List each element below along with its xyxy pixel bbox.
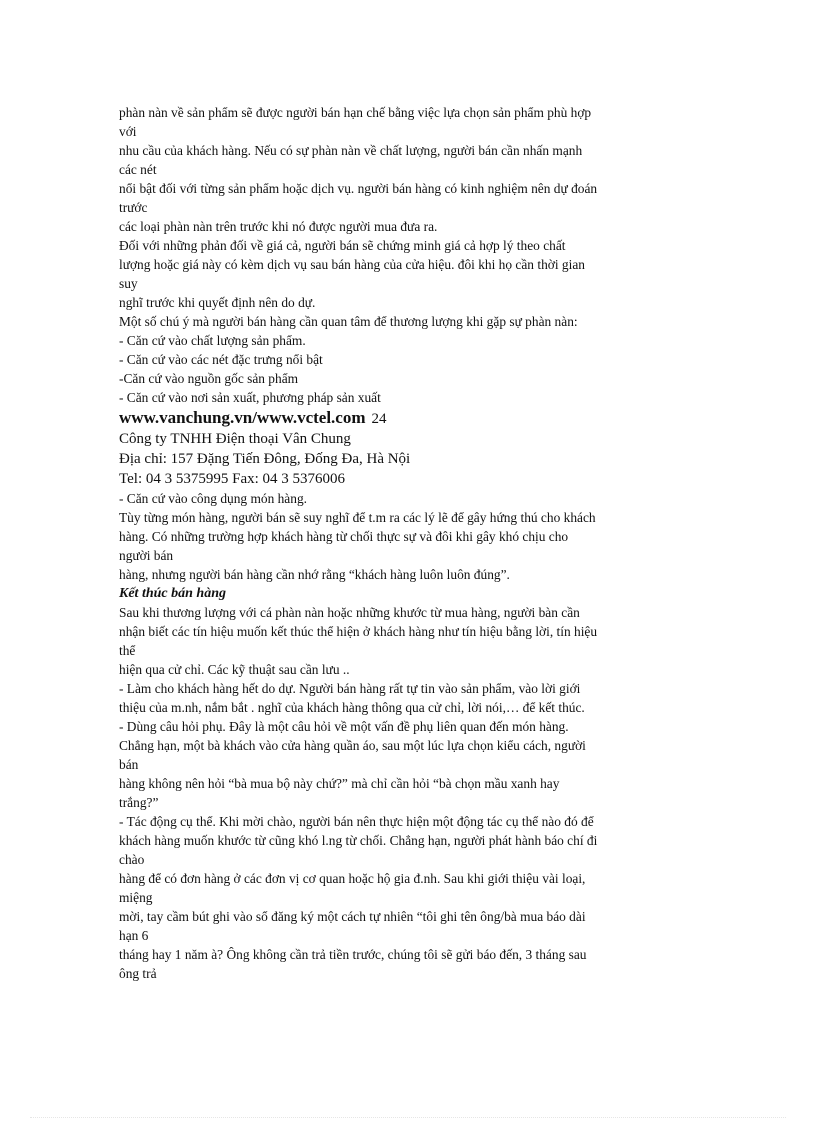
text-line: lượng hoặc giá này có kèm dịch vụ sau bán hàng của cửa hiệu. đôi khi họ cần thời gian: [119, 257, 585, 272]
text-line: ông trả: [119, 966, 157, 981]
text-line: Sau khi thương lượng với cá phàn nàn hoặc những khước từ mua hàng, người bàn cần: [119, 605, 580, 620]
text-line: nghĩ trước khi quyết định nên do dự.: [119, 295, 316, 310]
paragraph-complaints: [119, 103, 699, 407]
header-website-line: [119, 408, 699, 429]
text-line: hàng để có đơn hàng ở các đơn vị cơ quan hoặc hộ gia đ.nh. Sau khi giới thiệu vài loại,: [119, 871, 586, 886]
text-line: tháng hay 1 năm à? Ông không cần trả tiền trước, chúng tôi sẽ gửi báo đến, 3 tháng sau: [119, 947, 587, 962]
company-address: Địa chỉ: 157 Đặng Tiến Đông, Đống Đa, Hà Nội: [119, 451, 411, 467]
text-line: khách hàng muốn khước từ cũng khó l.ng từ chối. Chẳng hạn, người phát hành báo chí đi: [119, 833, 598, 848]
text-line: các loại phàn nàn trên trước khi nó được người mua đưa ra.: [119, 219, 438, 234]
text-line: trước: [119, 200, 148, 215]
text-line: trắng?”: [119, 795, 159, 810]
text-line: hàng. Có những trường hợp khách hàng từ chối thực sự và đôi khi gây khó chịu cho: [119, 529, 569, 544]
text-line: hiện qua cử chỉ. Các kỹ thuật sau cần lưu ..: [119, 662, 350, 677]
text-line: - Căn cứ vào nơi sản xuất, phương pháp sản xuất: [119, 390, 381, 405]
text-line: nhu cầu của khách hàng. Nếu có sự phàn nàn về chất lượng, người bán cần nhấn mạnh: [119, 143, 583, 158]
text-line: người bán: [119, 548, 174, 563]
text-line: thể: [119, 643, 136, 658]
text-line: hạn 6: [119, 928, 149, 943]
company-phone: Tel: 04 3 5375995 Fax: 04 3 5376006: [119, 471, 346, 487]
page-number: 24: [371, 411, 387, 427]
text-line: thiệu của m.nh, nắm bắt . nghĩ của khách hàng thông qua cử chỉ, lời nói,… để kết thúc.: [119, 700, 585, 715]
text-line: - Dùng câu hỏi phụ. Đây là một câu hỏi về một vấn đề phụ liên quan đến món hàng.: [119, 719, 569, 734]
company-name: Công ty TNHH Điện thoại Vân Chung: [119, 431, 351, 447]
text-line: -Căn cứ vào nguồn gốc sản phẩm: [119, 371, 299, 386]
paragraph-closing-sale: [119, 603, 699, 983]
text-line: phàn nàn về sản phẩm sẽ được người bán hạn chế bằng việc lựa chọn sản phẩm phù hợp: [119, 105, 592, 120]
text-line: - Căn cứ vào công dụng món hàng.: [119, 491, 307, 506]
text-line: nổi bật đối với từng sản phẩm hoặc dịch vụ. người bán hàng có kinh nghiệm nên dự đoán: [119, 181, 598, 196]
text-line: suy: [119, 276, 138, 291]
text-line: Đối với những phản đối về giá cả, người bán sẽ chứng minh giá cả hợp lý theo chất: [119, 238, 566, 253]
paragraph-usage: [119, 489, 699, 584]
text-line: Một số chú ý mà người bán hàng cần quan tâm để thương lượng khi gặp sự phàn nàn:: [119, 314, 578, 329]
text-line: - Căn cứ vào các nét đặc trưng nổi bật: [119, 352, 323, 367]
section-heading: Kết thúc bán hàng: [119, 586, 226, 601]
text-line: hàng, nhưng người bán hàng cần nhớ rằng “khách hàng luôn luôn đúng”.: [119, 567, 510, 582]
text-line: - Căn cứ vào chất lượng sản phẩm.: [119, 333, 306, 348]
text-line: chào: [119, 852, 145, 867]
text-line: - Tác động cụ thể. Khi mời chào, người bán nên thực hiện một động tác cụ thể nào đó để: [119, 814, 594, 829]
text-line: - Làm cho khách hàng hết do dự. Người bán hàng rất tự tin vào sản phẩm, vào lời giới: [119, 681, 581, 696]
text-line: các nét: [119, 162, 157, 177]
text-line: nhận biết các tín hiệu muốn kết thúc thể hiện ở khách hàng như tín hiệu bằng lời, tín hiệu: [119, 624, 598, 639]
text-line: bán: [119, 757, 139, 772]
text-line: Tùy từng món hàng, người bán sẽ suy nghĩ để t.m ra các lý lẽ để gây hứng thú cho khách: [119, 510, 596, 525]
text-line: mời, tay cầm bút ghi vào sổ đăng ký một cách tự nhiên “tôi ghi tên ông/bà mua báo dài: [119, 909, 586, 924]
page-divider: [30, 1117, 786, 1118]
document-body: [119, 103, 699, 983]
text-line: với: [119, 124, 137, 139]
text-line: Chẳng hạn, một bà khách vào cửa hàng quần áo, sau một lúc lựa chọn kiểu cách, người: [119, 738, 586, 753]
text-line: miệng: [119, 890, 153, 905]
website-url: www.vanchung.vn/www.vctel.com: [119, 408, 366, 427]
text-line: hàng không nên hỏi “bà mua bộ này chứ?” mà chỉ cần hỏi “bà chọn mầu xanh hay: [119, 776, 560, 791]
